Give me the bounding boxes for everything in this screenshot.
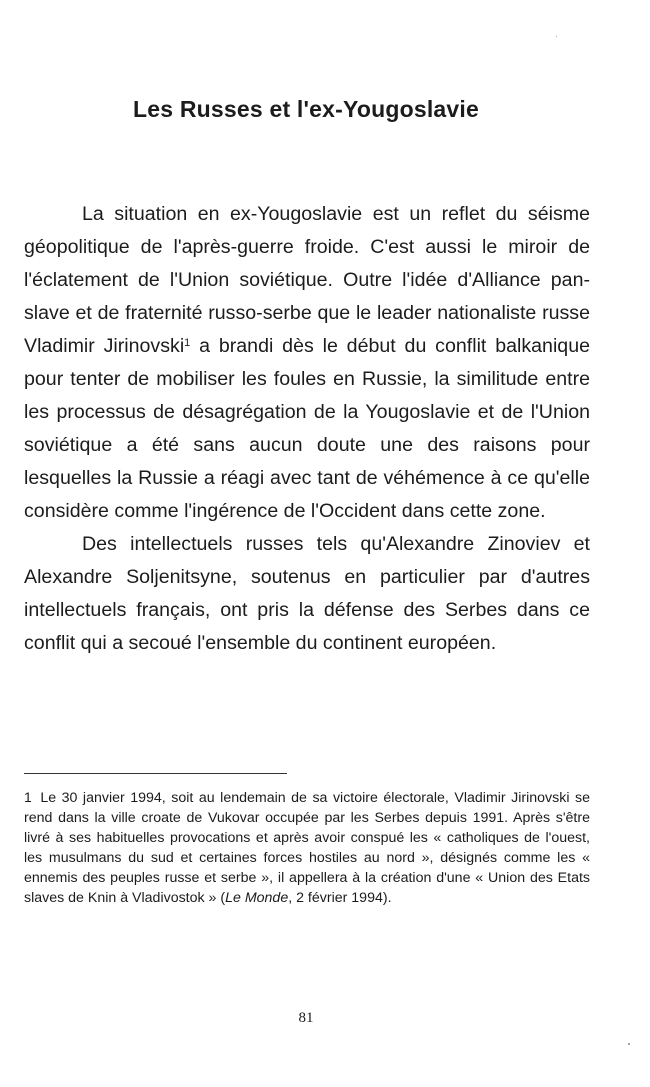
footnote-reference[interactable]: 1 <box>184 337 191 349</box>
footnote-text-end: , 2 février 1994). <box>288 890 392 906</box>
footnote-marker: 1 <box>24 789 32 805</box>
paragraph-2: Des intellectuels russes tels qu'Alexandre Zinoviev et Alexandre Soljenitsyne, soutenus en particulier par d'autres intellectuels français, ont pris la défense des Serbes dans ce conflit qui a secoué l'ensemble du continent européen. <box>24 533 590 654</box>
footnote-text: Le 30 janvier 1994, soit au lendemain de sa victoire électorale, Vladimir Jirinovski se rend dans la ville croate de Vukovar occupée par les Serbes depuis 1991. Après s'être livré à ses habituelles provocations et après avoir conspué les « catholiques de l'ouest, les musulmans du sud et certaines forces hostiles au nord », désignés comme les « ennemis des peuples russe et serbe », il appellera à la création d'une « Union des Etats slaves de Knin à Vladivostok » ( <box>24 790 590 906</box>
paragraph-1-text-before: La situation en ex-Yougoslavie est un reflet du séisme géopolitique de l'après-guerre froide. C'est aussi le miroir de l'éclatement de l'Union soviétique. Outre l'idée d'Alliance pan-slave et de fraternité russo-serbe que le leader nationaliste russe Vladimir Jirinovski <box>24 203 590 357</box>
footnote-source: Le Monde <box>225 890 289 906</box>
paragraph-1-text-after: a brandi dès le début du conflit balkanique pour tenter de mobiliser les foules en Russie, la similitude entre les processus de désagrégation de la Yougoslavie et de l'Union soviétique a été sans aucun doute une des raisons pour lesquelles la Russie a réagi avec tant de véhémence à ce qu'elle considère comme l'ingérence de l'Occident dans cette zone. <box>24 335 590 522</box>
main-text <box>24 198 590 660</box>
scan-speck <box>556 36 557 37</box>
paragraph-1 <box>24 198 590 528</box>
chapter-title: Les Russes et l'ex-Yougoslavie <box>133 96 479 122</box>
footnote <box>24 787 590 908</box>
scan-speck <box>628 1043 630 1045</box>
page-number: 81 <box>298 1010 314 1026</box>
footnote-separator <box>24 773 287 774</box>
